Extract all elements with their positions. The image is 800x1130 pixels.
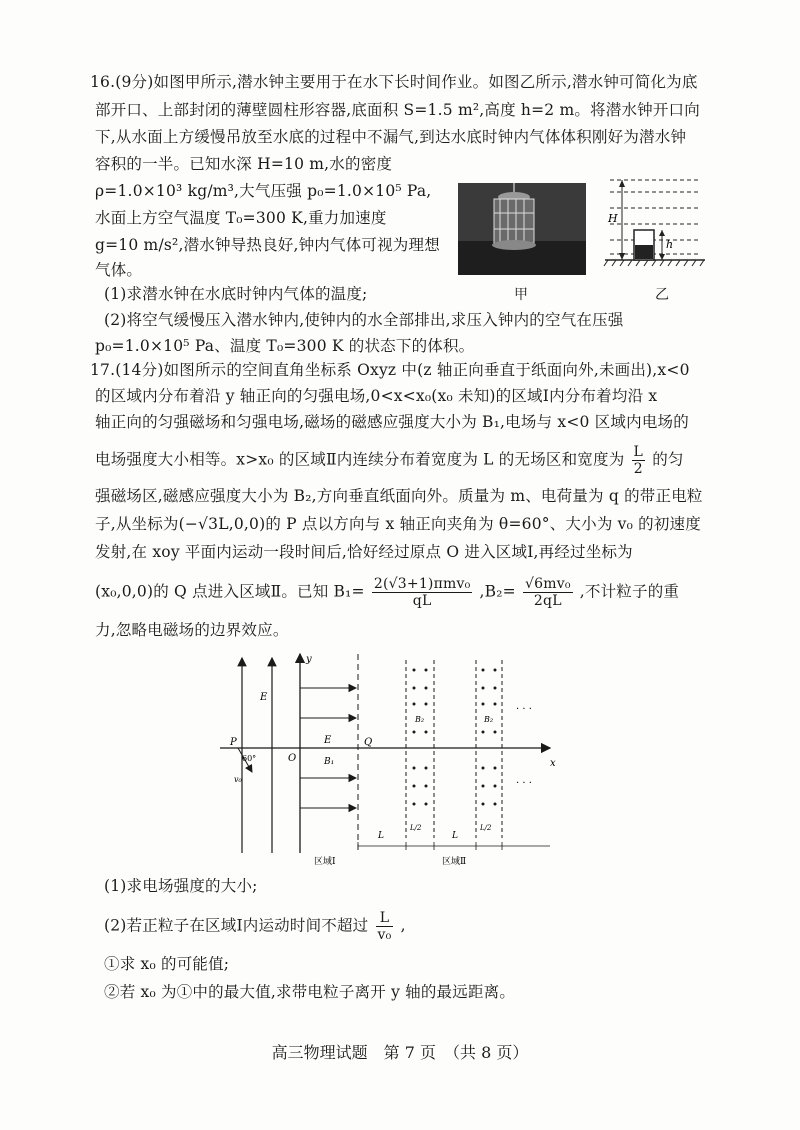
q17-line-8: (x₀,0,0)的 Q 点进入区域Ⅱ。已知 B₁= $\frac{\text{2(√3+1)πmv₀}}{qL}$ ,B₂= $\frac{\text{√6mv₀}}{2qL}$ ,不计粒子的重 <box>95 576 680 609</box>
dim-L-a: L <box>378 831 384 841</box>
q17-line-2: 的区域内分布着沿 y 轴正向的匀强电场,0<x<x₀(x₀ 未知)的区域Ⅰ内分布着均沿 x <box>95 387 658 405</box>
q17-sub-2: (2)若正粒子在区域Ⅰ内运动时间不超过 $\frac{L}{\text{v₀}}$ , <box>104 910 406 943</box>
dim-half-a: L/2 <box>410 824 422 832</box>
O-label: O <box>288 753 297 764</box>
fraction-B2: $\frac{\text{√6mv₀}}{2qL}$ <box>525 576 571 609</box>
field-diagram <box>220 648 580 870</box>
q16-line-6: 水面上方空气温度 T₀=300 K,重力加速度 <box>95 209 387 227</box>
q17-sub-2-i: ①求 x₀ 的可能值; <box>104 955 230 973</box>
dim-half-b: L/2 <box>480 824 492 832</box>
x-axis-label: x <box>550 758 556 769</box>
E-mid-label: E <box>324 735 332 746</box>
B2-label-a: B₂ <box>415 715 425 724</box>
Q-label: Q <box>364 737 373 748</box>
q17-line-4b: 的匀 <box>652 450 684 469</box>
E-left-label: E <box>260 692 268 703</box>
P-label: P <box>230 737 237 748</box>
q16-line-4: 容积的一半。已知水深 H=10 m,水的密度 <box>95 155 393 173</box>
fraction-L-over-v0: $\frac{L}{\text{v₀}}$ <box>377 910 392 943</box>
dim-L-b: L <box>452 831 458 841</box>
q16-line-1: 16.(9分)如图甲所示,潜水钟主要用于在水下长时间作业。如图乙所示,潜水钟可简化为底 <box>90 73 698 91</box>
q17-line-4 <box>95 444 684 477</box>
fraction-L-over-2: $\frac{L}{2}$ <box>633 444 644 477</box>
q16-sub-2b: p₀=1.0×10⁵ Pa、温度 T₀=300 K 的状态下的体积。 <box>95 337 475 355</box>
q16-sub-1: (1)求潜水钟在水底时钟内气体的温度; <box>104 285 368 303</box>
region-1-label: 区域Ⅰ <box>314 857 336 867</box>
q17-line-6: 子,从坐标为(−√3L,0,0)的 P 点以方向与 x 轴正向夹角为 θ=60°、大小为 v₀ 的初速度 <box>95 515 701 533</box>
q17-line-1: 17.(14分)如图所示的空间直角坐标系 Oxyz 中(z 轴正向垂直于纸面向外,未画出),x<0 <box>90 361 690 379</box>
fig-h-label: h <box>666 238 674 251</box>
B2-label-b: B₂ <box>484 715 494 724</box>
q16-line-7: g=10 m/s²,潜水钟导热良好,钟内气体可视为理想 <box>95 236 440 254</box>
continuation-dots-top: · · · <box>516 704 532 715</box>
q16-line-5: ρ=1.0×10³ kg/m³,大气压强 p₀=1.0×10⁵ Pa, <box>95 182 432 200</box>
diving-bell-diagram <box>600 170 710 275</box>
q16-line-2: 部开口、上部封闭的薄壁圆柱形容器,底面积 S=1.5 m²,高度 h=2 m。将潜水钟开口向 <box>95 101 700 119</box>
diving-bell-photo <box>458 183 586 275</box>
q17-sub-1: (1)求电场强度的大小; <box>104 877 258 895</box>
q16-line-8: 气体。 <box>95 261 143 279</box>
q17-line-4a: 电场强度大小相等。x>x₀ 的区域Ⅱ内连续分布着宽度为 L 的无场区和宽度为 <box>95 450 625 469</box>
q17-sub-2-ii: ②若 x₀ 为①中的最大值,求带电粒子离开 y 轴的最远距离。 <box>104 983 516 1001</box>
q17-line-9: 力,忽略电磁场的边界效应。 <box>95 621 289 639</box>
q16-line-3: 下,从水面上方缓慢吊放至水底的过程中不漏气,到达水底时钟内气体体积刚好为潜水钟 <box>95 128 687 146</box>
fig-H-label: H <box>608 212 618 225</box>
fig-label-jia: 甲 <box>514 287 528 303</box>
region-2-label: 区域Ⅱ <box>442 857 467 867</box>
B1-label: B₁ <box>324 757 335 767</box>
q16-sub-2a: (2)将空气缓慢压入潜水钟内,使钟内的水全部排出,求压入钟内的空气在压强 <box>104 311 624 329</box>
y-axis-label: y <box>306 654 312 665</box>
q17-line-3: 轴正向的匀强磁场和匀强电场,磁场的磁感应强度大小为 B₁,电场与 x<0 区域内电场的 <box>95 413 689 431</box>
q17-line-7: 发射,在 xoy 平面内运动一段时间后,恰好经过原点 O 进入区域Ⅰ,再经过坐标为 <box>95 543 633 561</box>
fraction-B1: $\frac{\text{2(√3+1)πmv₀}}{qL}$ <box>373 576 471 609</box>
continuation-dots-bottom: · · · <box>516 778 532 789</box>
q17-line-5: 强磁场区,磁感应强度大小为 B₂,方向垂直纸面向外。质量为 m、电荷量为 q 的带正电粒 <box>95 487 703 505</box>
page-footer: 高三物理试题 第 7 页 （共 8 页） <box>271 1043 529 1062</box>
v0-label: v₀ <box>234 775 242 784</box>
angle-label: 60° <box>242 754 257 763</box>
fig-label-yi: 乙 <box>655 287 669 303</box>
